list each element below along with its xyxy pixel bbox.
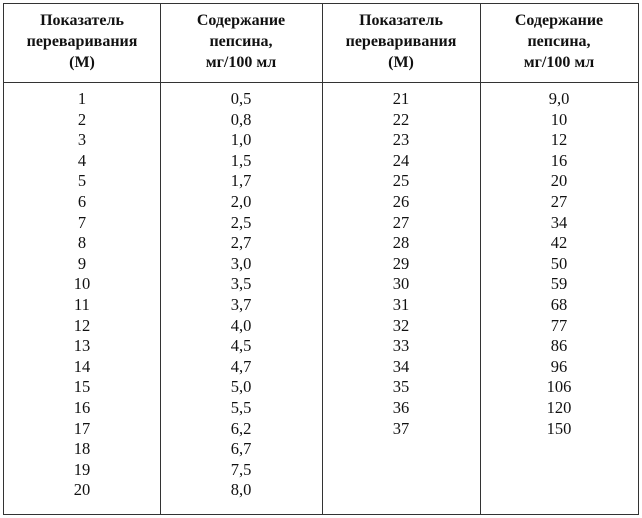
table-cell: 30 [392,274,410,294]
table-cell: 4 [77,150,87,170]
table-cell: 17 [73,418,91,438]
table-cell: 59 [550,274,568,294]
table-cell: 96 [550,356,568,376]
column-digestion-index-1 [4,89,160,501]
table-cell: 68 [550,294,568,314]
table-cell: 8,0 [230,480,252,500]
table-cell: 14 [73,356,91,376]
table-cell: 150 [546,418,572,438]
table-cell: 21 [392,89,410,108]
header-divider [4,82,638,83]
header-digestion-index-1 [4,10,160,80]
table-cell: 16 [73,397,91,417]
header-line: Показатель [40,12,124,29]
table-cell: 6,2 [230,418,252,438]
table-cell: 9,0 [548,89,570,108]
table-cell: 120 [546,397,572,417]
table-cell: 4,5 [230,336,252,356]
table-cell: 28 [392,233,410,253]
header-line: переваривания [26,33,138,50]
table-cell: 31 [392,294,410,314]
header-line: (М) [388,54,414,71]
table-cell: 26 [392,191,410,211]
table-cell: 1,0 [230,130,252,150]
table-cell: 27 [392,212,410,232]
header-line: мг/100 мл [205,54,277,71]
table-cell: 6,7 [230,439,252,459]
table-cell: 32 [392,315,410,335]
table-cell: 35 [392,377,410,397]
table-cell: 5 [77,171,87,191]
table-cell: 2,0 [230,191,252,211]
table-cell: 16 [550,150,568,170]
table-cell: 34 [550,212,568,232]
data-table [3,3,639,515]
table-cell: 5,5 [230,397,252,417]
table-cell: 2,5 [230,212,252,232]
table-cell: 27 [550,191,568,211]
table-cell: 3,5 [230,274,252,294]
table-cell: 13 [73,336,91,356]
table-cell: 77 [550,315,568,335]
table-cell: 2,7 [230,233,252,253]
table-cell: 22 [392,109,410,129]
table-cell: 34 [392,356,410,376]
header-line: пепсина, [527,33,591,50]
table-cell: 7 [77,212,87,232]
table-cell: 1,7 [230,171,252,191]
header-line: Содержание [196,12,286,29]
header-digestion-index-2 [322,10,480,80]
table-cell: 20 [73,480,91,500]
table-cell: 8 [77,233,87,253]
table-cell: 3 [77,130,87,150]
table-cell: 37 [392,418,410,438]
table-cell: 106 [546,377,572,397]
table-cell: 1 [77,89,87,108]
table-cell: 2 [77,109,87,129]
table-cell: 20 [550,171,568,191]
header-line: Содержание [514,12,604,29]
table-cell: 0,5 [230,89,252,108]
table-cell: 3,0 [230,253,252,273]
table-cell: 11 [74,294,90,314]
table-cell: 36 [392,397,410,417]
table-cell: 29 [392,253,410,273]
header-line: (М) [69,54,95,71]
header-line: Показатель [359,12,443,29]
table-cell: 15 [73,377,91,397]
table-cell: 3,7 [230,294,252,314]
header-line: переваривания [345,33,457,50]
table-cell: 23 [392,130,410,150]
table-cell: 10 [550,109,568,129]
column-pepsin-content-2 [480,89,638,439]
table-cell: 1,5 [230,150,252,170]
table-cell: 12 [550,130,568,150]
table-cell: 50 [550,253,568,273]
table-cell: 5,0 [230,377,252,397]
table-cell: 9 [77,253,87,273]
table-cell: 4,7 [230,356,252,376]
table-cell: 86 [550,336,568,356]
table-cell: 42 [550,233,568,253]
table-cell: 4,0 [230,315,252,335]
table-cell: 18 [73,439,91,459]
header-line: пепсина, [209,33,273,50]
table-cell: 25 [392,171,410,191]
table-cell: 19 [73,459,91,479]
header-pepsin-content-1 [160,10,322,80]
header-pepsin-content-2 [480,10,638,80]
column-pepsin-content-1 [160,89,322,501]
table-cell: 7,5 [230,459,252,479]
table-cell: 24 [392,150,410,170]
table-cell: 12 [73,315,91,335]
table-cell: 33 [392,336,410,356]
table-cell: 10 [73,274,91,294]
header-line: мг/100 мл [523,54,595,71]
table-cell: 6 [77,191,87,211]
column-digestion-index-2 [322,89,480,439]
table-cell: 0,8 [230,109,252,129]
